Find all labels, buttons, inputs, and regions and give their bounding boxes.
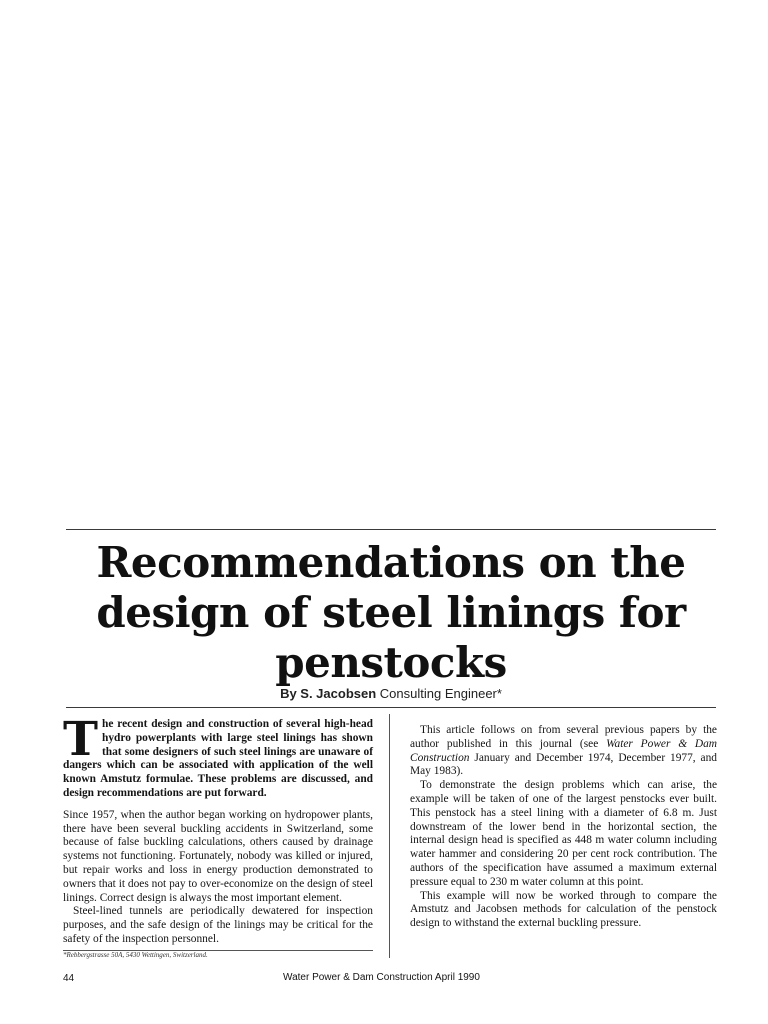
byline [66,686,716,701]
abstract [63,712,373,801]
p3-text-after: January and December 1974, December 1977, and May 1983). [410,751,717,778]
footnote: *Rebbergstrasse 50A, 5430 Wettingen, Switzerland. [63,951,208,959]
author-role: Consulting Engineer* [379,686,502,701]
body-paragraph-4: To demonstrate the design problems which can arise, the example will be taken of one of the largest penstocks ever built. This penstock has a steel lining with a diameter of 6.8 m. Just downstream of the lower bend in the horizontal section, the internal design head is specified as 448 m water column including water hammer and considering 20 per cent rock contribution. The authors of the specification have assumed a maximum external pressure equal to 230 m water column at this point. [410,779,717,888]
page-number: 44 [63,973,75,984]
body-paragraph-5: This example will now be worked through to compare the Amstutz and Jacobsen methods for calculation of the penstock design to withstand the external buckling pressure. [410,889,717,930]
article-title [66,538,716,688]
byline-rule [66,707,716,708]
running-footer: Water Power & Dam Construction April 1990 [283,972,480,983]
body-paragraph-3 [410,724,717,779]
right-column [410,724,717,931]
drop-cap: T [63,712,98,767]
top-rule [66,529,716,530]
title-line-2: design of steel linings for [96,588,686,637]
p3-text-before: This article follows on from several previous papers by the author published in this journal (see [410,724,717,750]
journal-name: Water Power & Dam Construction [410,737,717,764]
title-line-1: Recommendations on the [96,538,686,587]
abstract-text: he recent design and construction of several high-head hydro powerplants with large steel linings has shown that some designers of such steel linings are unaware of dangers which can be associated with application of the well known Amstutz formulae. These problems are discussed, and design recommendations are put forward. [63,718,373,799]
title-line-3: penstocks [275,638,507,687]
body-paragraph-2: Steel-lined tunnels are periodically dewatered for inspection purposes, and the safe design of the linings may be critical for the safety of the inspection personnel. [63,905,373,945]
left-column [63,712,373,947]
body-paragraph-1: Since 1957, when the author began working on hydropower plants, there have been several buckling accidents in Switzerland, some because of false buckling calculations, others caused by drainage systems not functioning. Fortunately, nobody was killed or injured, but repair works and loss in energy production demonstrated to owners that it does not pay to over-economize on the design of steel linings. Correct design is always the most important element. [63,808,373,904]
author-name: By S. Jacobsen [280,686,377,701]
column-divider [389,714,390,958]
